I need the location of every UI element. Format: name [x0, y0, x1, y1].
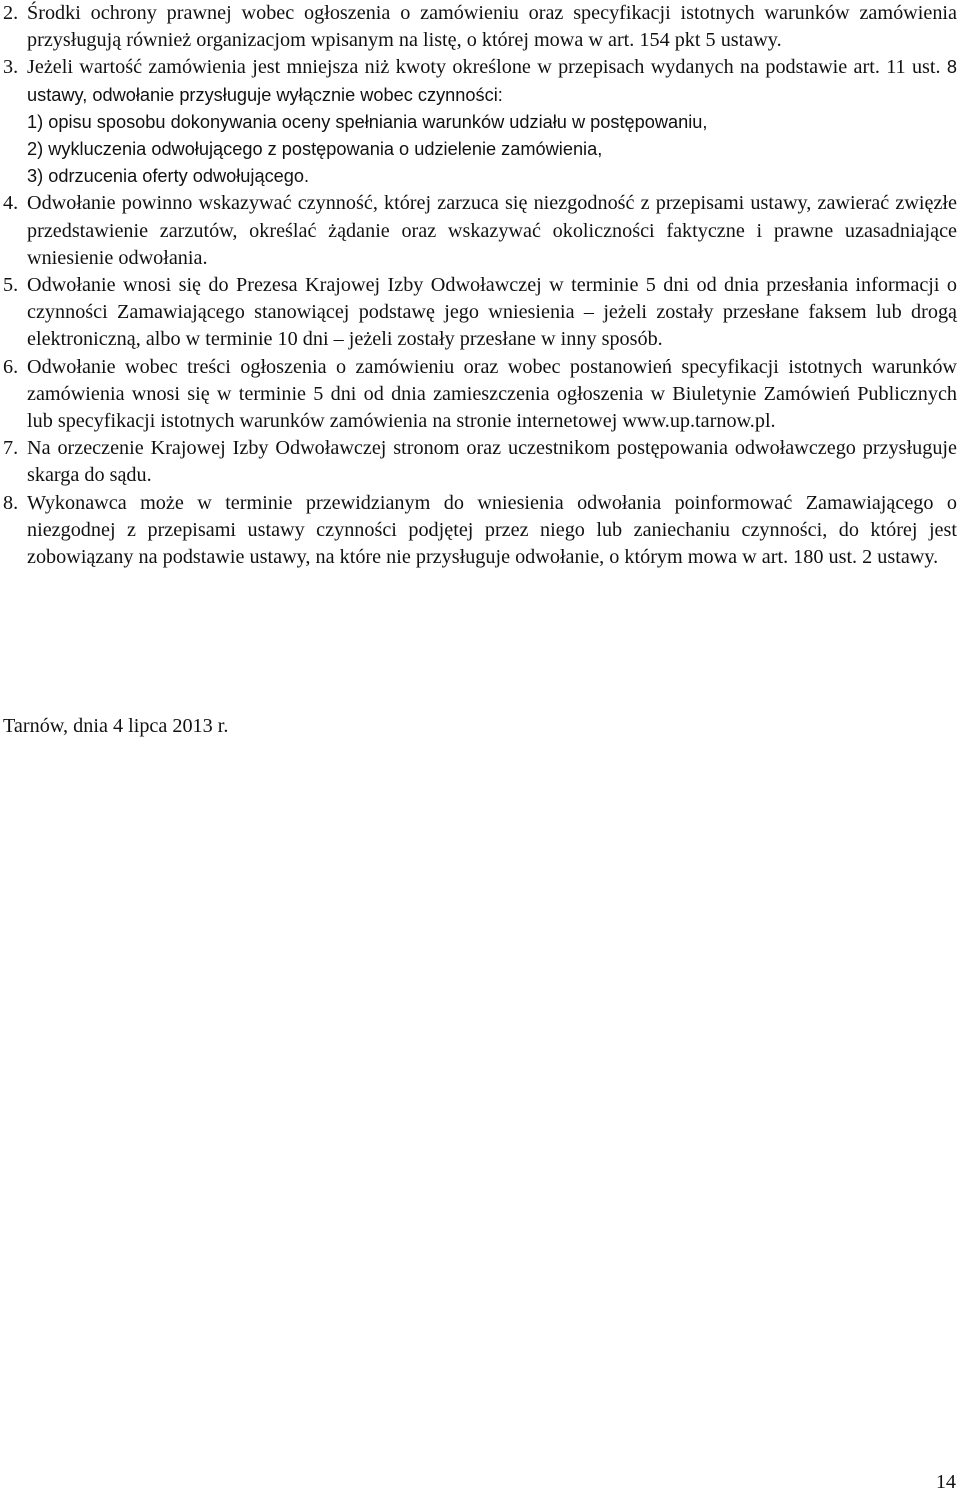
item-text-continued: 8 ustawy, odwołanie przysługuje wyłącznie wobec czynności: [27, 57, 958, 105]
item-text: Odwołanie wobec treści ogłoszenia o zamówieniu oraz wobec postanowień specyfikacji istotnych warunków zamówienia wnosi się w terminie 5 dni od dnia zamieszczenia ogłoszenia w Biuletynie Zamówień Publicznych lub specyfikacji istotnych warunków zamówienia na stronie internetowej www.up.tarnow.pl. [27, 355, 957, 433]
item-number: 3. [3, 56, 19, 79]
item-number: 8. [3, 491, 19, 514]
list-item-4 [3, 190, 957, 272]
list-item-8 [3, 490, 957, 572]
item-number: 6. [3, 355, 19, 378]
list-item-7 [3, 435, 957, 489]
document-body [3, 0, 957, 571]
item-text: Środki ochrony prawnej wobec ogłoszenia o zamówieniu oraz specyfikacji istotnych warunków zamówienia przysługują również organizacjom wpisanym na listę, o której mowa w art. 154 pkt 5 ustawy. [27, 2, 957, 52]
item-text: Odwołanie powinno wskazywać czynność, której zarzuca się niezgodność z przepisami ustawy, zawierać zwięzłe przedstawienie zarzutów, określać żądanie oraz wskazywać okoliczności faktyczne i prawne uzasadniające wniesienie odwołania. [27, 192, 957, 269]
item-text: Jeżeli wartość zamówienia jest mniejsza niż kwoty określone w przepisach wydanych na podstawie art. 11 ust. [27, 56, 941, 79]
item-text: Wykonawca może w terminie przewidzianym do wniesienia odwołania poinformować Zamawiającego o niezgodnej z przepisami ustawy czynności podjętej przez niego lub zaniechaniu czynności, do której jest zobowiązany na podstawie ustawy, na które nie przysługuje odwołanie, o którym mowa w art. 180 ust. 2 ustawy. [27, 491, 957, 569]
item-text: Odwołanie wnosi się do Prezesa Krajowej Izby Odwoławczej w terminie 5 dni od dnia przesłania informacji o czynności Zamawiającego stanowiącej podstawę jego wniesienia – jeżeli zostały przesłane faksem lub drogą elektroniczną, albo w terminie 10 dni – jeżeli zostały przesłane w inny sposób. [27, 274, 957, 351]
subitem-1: 1) opisu sposobu dokonywania oceny spełniania warunków udziału w postępowaniu, [27, 111, 708, 132]
list-item-2 [3, 0, 957, 54]
page-number: 14 [935, 1471, 956, 1493]
subitem-3: 3) odrzucenia oferty odwołującego. [27, 166, 310, 187]
document-date: Tarnów, dnia 4 lipca 2013 r. [3, 715, 229, 737]
list-item-5 [3, 272, 957, 354]
list-item-6 [3, 354, 957, 436]
item-text: Na orzeczenie Krajowej Izby Odwoławczej stronom oraz uczestnikom postępowania odwoławczego przysługuje skarga do sądu. [27, 437, 957, 487]
item-number: 7. [3, 437, 19, 460]
subitem-2: 2) wykluczenia odwołującego z postępowania o udzielenie zamówienia, [27, 139, 603, 160]
item-number: 4. [3, 192, 19, 215]
item-number: 5. [3, 274, 19, 297]
item-number: 2. [3, 2, 19, 24]
list-item-3 [3, 54, 957, 190]
